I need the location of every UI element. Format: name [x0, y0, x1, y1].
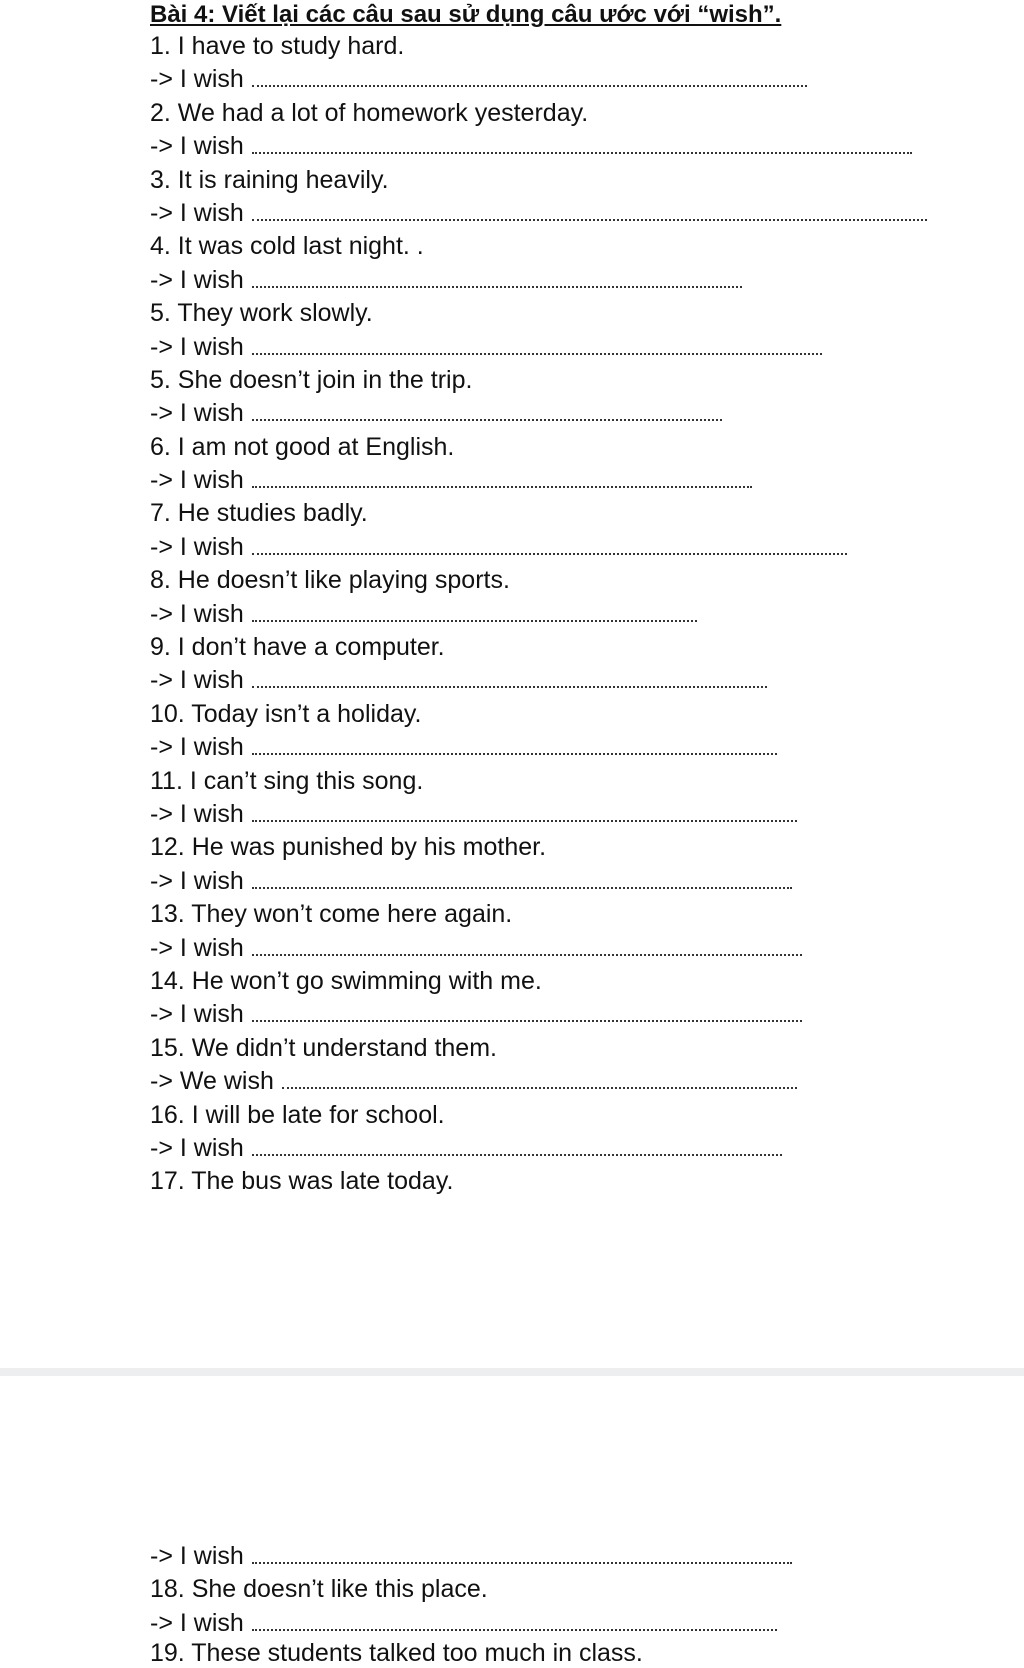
question-2: 2. We had a lot of homework yesterday.	[150, 98, 589, 127]
answer-blank[interactable]	[252, 1609, 777, 1631]
answer-blank[interactable]	[252, 333, 822, 355]
answer-blank[interactable]	[252, 399, 722, 421]
answer-line-11[interactable]	[150, 798, 984, 831]
answer-line-4[interactable]	[150, 264, 984, 297]
answer-line-7[interactable]	[150, 531, 984, 564]
answer-prefix: -> I wish	[150, 532, 244, 561]
question-15: 15. We didn’t understand them.	[150, 1033, 497, 1062]
answer-blank[interactable]	[252, 1542, 792, 1564]
answer-prefix: -> I wish	[150, 265, 244, 294]
answer-line-14[interactable]	[150, 998, 984, 1031]
answer-line-8[interactable]	[150, 598, 984, 631]
question-1: 1. I have to study hard.	[150, 32, 405, 60]
answer-prefix: -> I wish	[150, 65, 244, 94]
answer-line-15[interactable]	[150, 1065, 984, 1098]
answer-blank[interactable]	[252, 266, 742, 288]
answer-blank[interactable]	[252, 132, 912, 154]
question-3: 3. It is raining heavily.	[150, 165, 389, 194]
answer-prefix: -> I wish	[150, 599, 244, 628]
question-7: 7. He studies badly.	[150, 499, 368, 528]
question-11: 11. I can’t sing this song.	[150, 766, 424, 795]
question-10: 10. Today isn’t a holiday.	[150, 699, 422, 728]
question-19-cut-off: 19. These students talked too much in class.	[150, 1639, 643, 1667]
answer-line-17[interactable]	[150, 1540, 984, 1573]
answer-prefix: -> I wish	[150, 733, 244, 762]
answer-line-10[interactable]	[150, 731, 984, 764]
answer-blank[interactable]	[252, 65, 807, 87]
answer-prefix: -> I wish	[150, 933, 244, 962]
answer-line-5b[interactable]	[150, 397, 984, 430]
answer-blank[interactable]	[252, 533, 847, 555]
answer-blank[interactable]	[252, 800, 797, 822]
answer-line-18[interactable]	[150, 1607, 984, 1640]
answer-prefix: -> I wish	[150, 1608, 244, 1637]
answer-blank[interactable]	[252, 199, 927, 221]
answer-blank[interactable]	[252, 867, 792, 889]
question-18: 18. She doesn’t like this place.	[150, 1575, 488, 1604]
question-13: 13. They won’t come here again.	[150, 900, 513, 929]
answer-prefix: -> I wish	[150, 399, 244, 428]
answer-prefix: -> I wish	[150, 1542, 244, 1570]
answer-line-3[interactable]	[150, 197, 984, 230]
answer-prefix: -> I wish	[150, 1000, 244, 1029]
answer-prefix: -> I wish	[150, 1133, 244, 1162]
answer-blank[interactable]	[252, 733, 777, 755]
answer-line-13[interactable]	[150, 932, 984, 965]
question-5b: 5. She doesn’t join in the trip.	[150, 365, 473, 394]
question-14: 14. He won’t go swimming with me.	[150, 966, 542, 995]
answer-blank[interactable]	[252, 934, 802, 956]
answer-prefix: -> I wish	[150, 799, 244, 828]
worksheet-upper-section	[150, 0, 984, 1199]
answer-blank[interactable]	[252, 466, 752, 488]
answer-line-1[interactable]	[150, 63, 984, 96]
answer-prefix: -> I wish	[150, 466, 244, 495]
answer-blank[interactable]	[252, 666, 767, 688]
question-5: 5. They work slowly.	[150, 299, 373, 328]
answer-line-2[interactable]	[150, 130, 984, 163]
answer-line-12[interactable]	[150, 865, 984, 898]
answer-line-5[interactable]	[150, 331, 984, 364]
answer-blank[interactable]	[252, 1000, 802, 1022]
answer-blank[interactable]	[252, 1134, 782, 1156]
answer-line-16[interactable]	[150, 1132, 984, 1165]
answer-prefix: -> I wish	[150, 198, 244, 227]
answer-blank[interactable]	[252, 600, 697, 622]
question-8: 8. He doesn’t like playing sports.	[150, 566, 510, 595]
question-9: 9. I don’t have a computer.	[150, 633, 445, 662]
answer-prefix: -> I wish	[150, 332, 244, 361]
question-12: 12. He was punished by his mother.	[150, 833, 547, 862]
answer-blank[interactable]	[282, 1067, 797, 1089]
answer-prefix: -> I wish	[150, 132, 244, 161]
answer-line-9[interactable]	[150, 664, 984, 697]
question-6: 6. I am not good at English.	[150, 432, 455, 461]
answer-line-6[interactable]	[150, 464, 984, 497]
answer-prefix: -> I wish	[150, 666, 244, 695]
answer-prefix: -> We wish	[150, 1067, 274, 1096]
question-16: 16. I will be late for school.	[150, 1100, 445, 1129]
page-gap-divider	[0, 1368, 1024, 1376]
question-17: 17. The bus was late today.	[150, 1167, 454, 1196]
worksheet-lower-section	[150, 1540, 984, 1640]
answer-prefix: -> I wish	[150, 866, 244, 895]
question-4: 4. It was cold last night. .	[150, 232, 424, 261]
exercise-title: Bài 4: Viết lại các câu sau sử dụng câu ước với “wish”.	[150, 1, 782, 28]
